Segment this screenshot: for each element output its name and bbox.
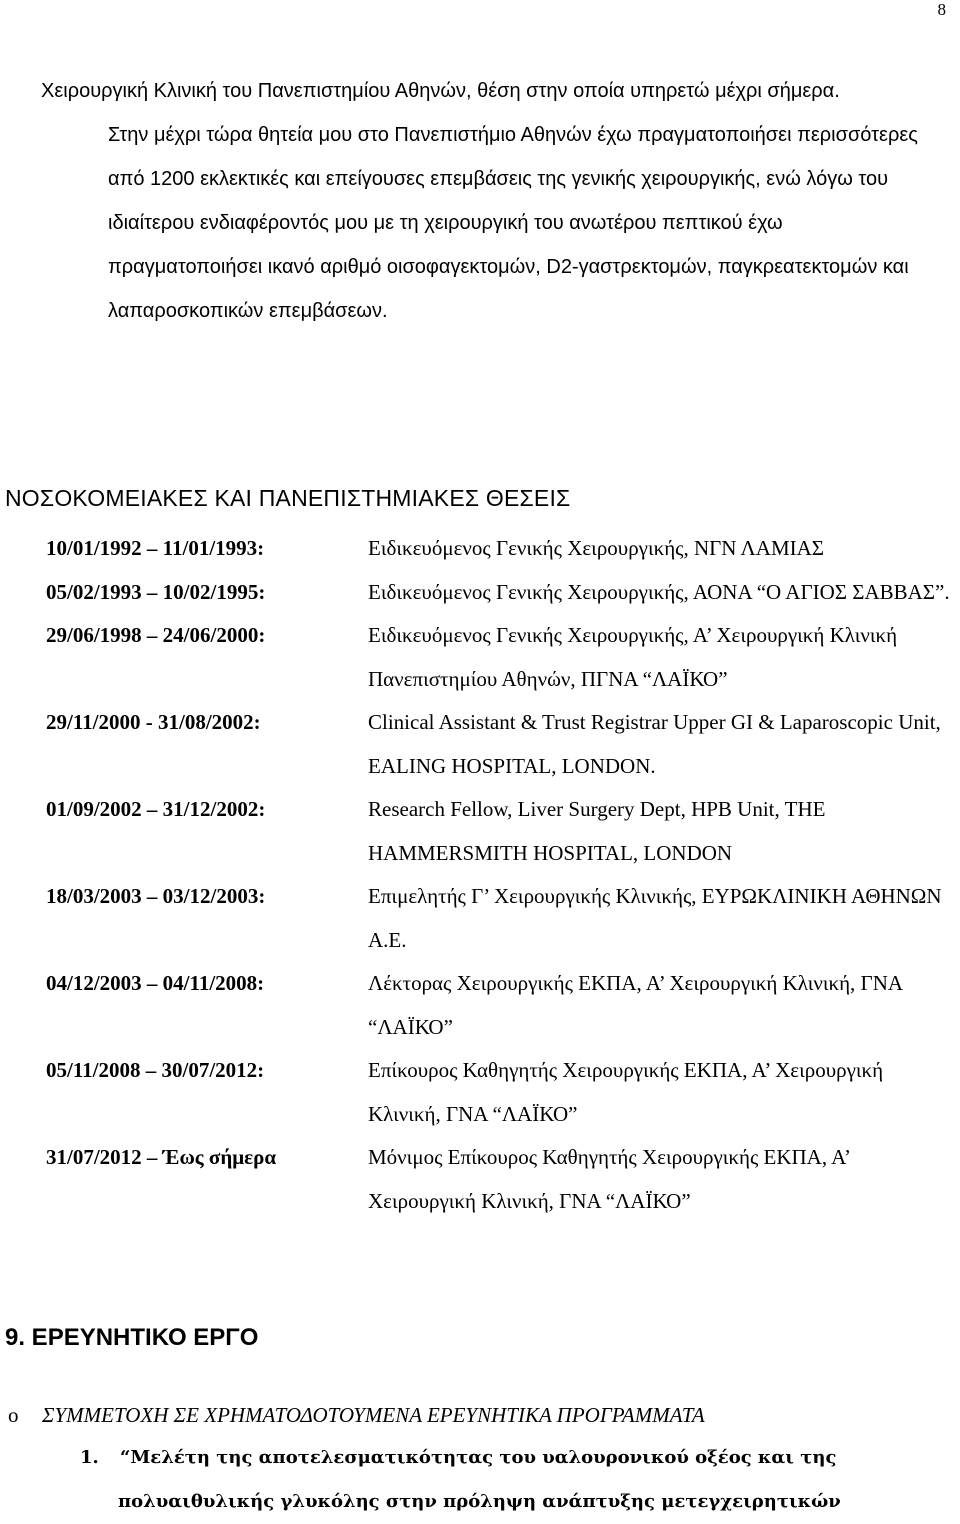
position-description: Ειδικευόμενος Γενικής Χειρουργικής, ΑΟΝΑ “Ο ΑΓΙΟΣ ΣΑΒΒΑΣ”. bbox=[368, 579, 950, 604]
position-date: 05/11/2008 – 30/07/2012: bbox=[46, 1058, 265, 1082]
position-date: 04/12/2003 – 04/11/2008: bbox=[46, 971, 265, 995]
position-description: Επίκουρος Καθηγητής Χειρουργικής ΕΚΠΑ, Α’ Χειρουργική Κλινική, ΓΝΑ “ΛΑΪΚΟ” bbox=[368, 1058, 884, 1126]
position-description: Ειδικευόμενος Γενικής Χειρουργικής, ΝΓΝ ΛΑΜΙΑΣ bbox=[368, 536, 825, 560]
intro-paragraph-1: Χειρουργική Κλινική του Πανεπιστημίου Αθηνών, θέση στην οποία υπηρετώ μέχρι σήμερα. bbox=[41, 80, 840, 102]
position-date: 31/07/2012 – Έως σήμερα bbox=[46, 1145, 277, 1169]
position-date: 18/03/2003 – 03/12/2003: bbox=[46, 884, 266, 908]
position-description: Επιμελητής Γ’ Χειρουργικής Κλινικής, ΕΥΡΩΚΛΙΝΙΚΗ ΑΘΗΝΩΝ Α.Ε. bbox=[368, 884, 942, 952]
position-date: 29/06/1998 – 24/06/2000: bbox=[46, 623, 266, 647]
position-description: Research Fellow, Liver Surgery Dept, HPB Unit, THE HAMMERSMITH HOSPITAL, LONDON bbox=[368, 797, 826, 865]
project-number: 1. bbox=[80, 1447, 99, 1468]
positions-list bbox=[46, 527, 956, 1223]
position-row bbox=[46, 875, 956, 962]
position-description: Ειδικευόμενος Γενικής Χειρουργικής, Α’ Χειρουργική Κλινική Πανεπιστημίου Αθηνών, ΠΓΝΑ “ΛΑΪΚΟ” bbox=[368, 623, 898, 691]
project-row bbox=[80, 1436, 880, 1480]
position-row bbox=[46, 527, 956, 571]
research-bullet bbox=[8, 1395, 908, 1435]
position-row bbox=[46, 788, 956, 875]
position-description: Λέκτορας Χειρουργικής ΕΚΠΑ, Α’ Χειρουργική Κλινική, ΓΝΑ “ΛΑΪΚΟ” bbox=[368, 971, 902, 1039]
bullet-marker: o bbox=[8, 1403, 19, 1427]
research-heading: 9. ΕΡΕΥΝΗΤΙΚΟ ΕΡΓΟ bbox=[5, 1324, 259, 1351]
position-date: 01/09/2002 – 31/12/2002: bbox=[46, 797, 266, 821]
position-row bbox=[46, 1049, 956, 1136]
project-title-line-1: “Μελέτη της αποτελεσματικότητας του υαλουρονικού οξέος και της bbox=[120, 1447, 837, 1468]
position-row bbox=[46, 1136, 956, 1223]
research-bullet-text: ΣΥΜΜΕΤΟΧΗ ΣΕ ΧΡΗΜΑΤΟΔΟΤΟΥΜΕΝΑ ΕΡΕΥΝΗΤΙΚΑ ΠΡΟΓΡΑΜΜΑΤΑ bbox=[42, 1403, 705, 1427]
positions-heading: ΝΟΣΟΚΟΜΕΙΑΚΕΣ ΚΑΙ ΠΑΝΕΠΙΣΤΗΜΙΑΚΕΣ ΘΕΣΕΙΣ bbox=[5, 485, 571, 511]
research-project bbox=[80, 1436, 880, 1524]
position-date: 10/01/1992 – 11/01/1993: bbox=[46, 536, 265, 560]
position-description: Μόνιμος Επίκουρος Καθηγητής Χειρουργικής ΕΚΠΑ, Α’ Χειρουργική Κλινική, ΓΝΑ “ΛΑΪΚΟ” bbox=[368, 1145, 850, 1213]
position-row bbox=[46, 962, 956, 1049]
position-description: Clinical Assistant & Trust Registrar Upper GI & Laparoscopic Unit, EALING HOSPITAL, LONDON. bbox=[368, 710, 941, 778]
page-number: 8 bbox=[937, 0, 946, 19]
position-date: 05/02/1993 – 10/02/1995: bbox=[46, 579, 266, 604]
intro-text bbox=[41, 69, 921, 333]
position-date: 29/11/2000 - 31/08/2002: bbox=[46, 710, 261, 734]
project-title-line-2: πολυαιθυλικής γλυκόλης στην πρόληψη ανάπτυξης μετεγχειρητικών bbox=[118, 1491, 841, 1512]
position-row bbox=[46, 701, 956, 788]
intro-paragraph-2: Στην μέχρι τώρα θητεία μου στο Πανεπιστήμιο Αθηνών έχω πραγματοποιήσει περισσότερες από 1200 εκλεκτικές και επείγουσες επεμβάσεις της γενικής χειρουργικής, ενώ λόγω του ιδιαίτερου ενδιαφέροντός μου με τη χειρουργική του ανωτέρου πεπτικού έχω πραγματοποιήσει ικανό αριθμό οισοφαγεκτομών, D2-γαστρεκτομών, παγκρεατεκτομών και λαπαροσκοπικών επεμβάσεων. bbox=[108, 124, 918, 322]
position-row bbox=[46, 614, 956, 701]
position-row bbox=[46, 571, 956, 615]
